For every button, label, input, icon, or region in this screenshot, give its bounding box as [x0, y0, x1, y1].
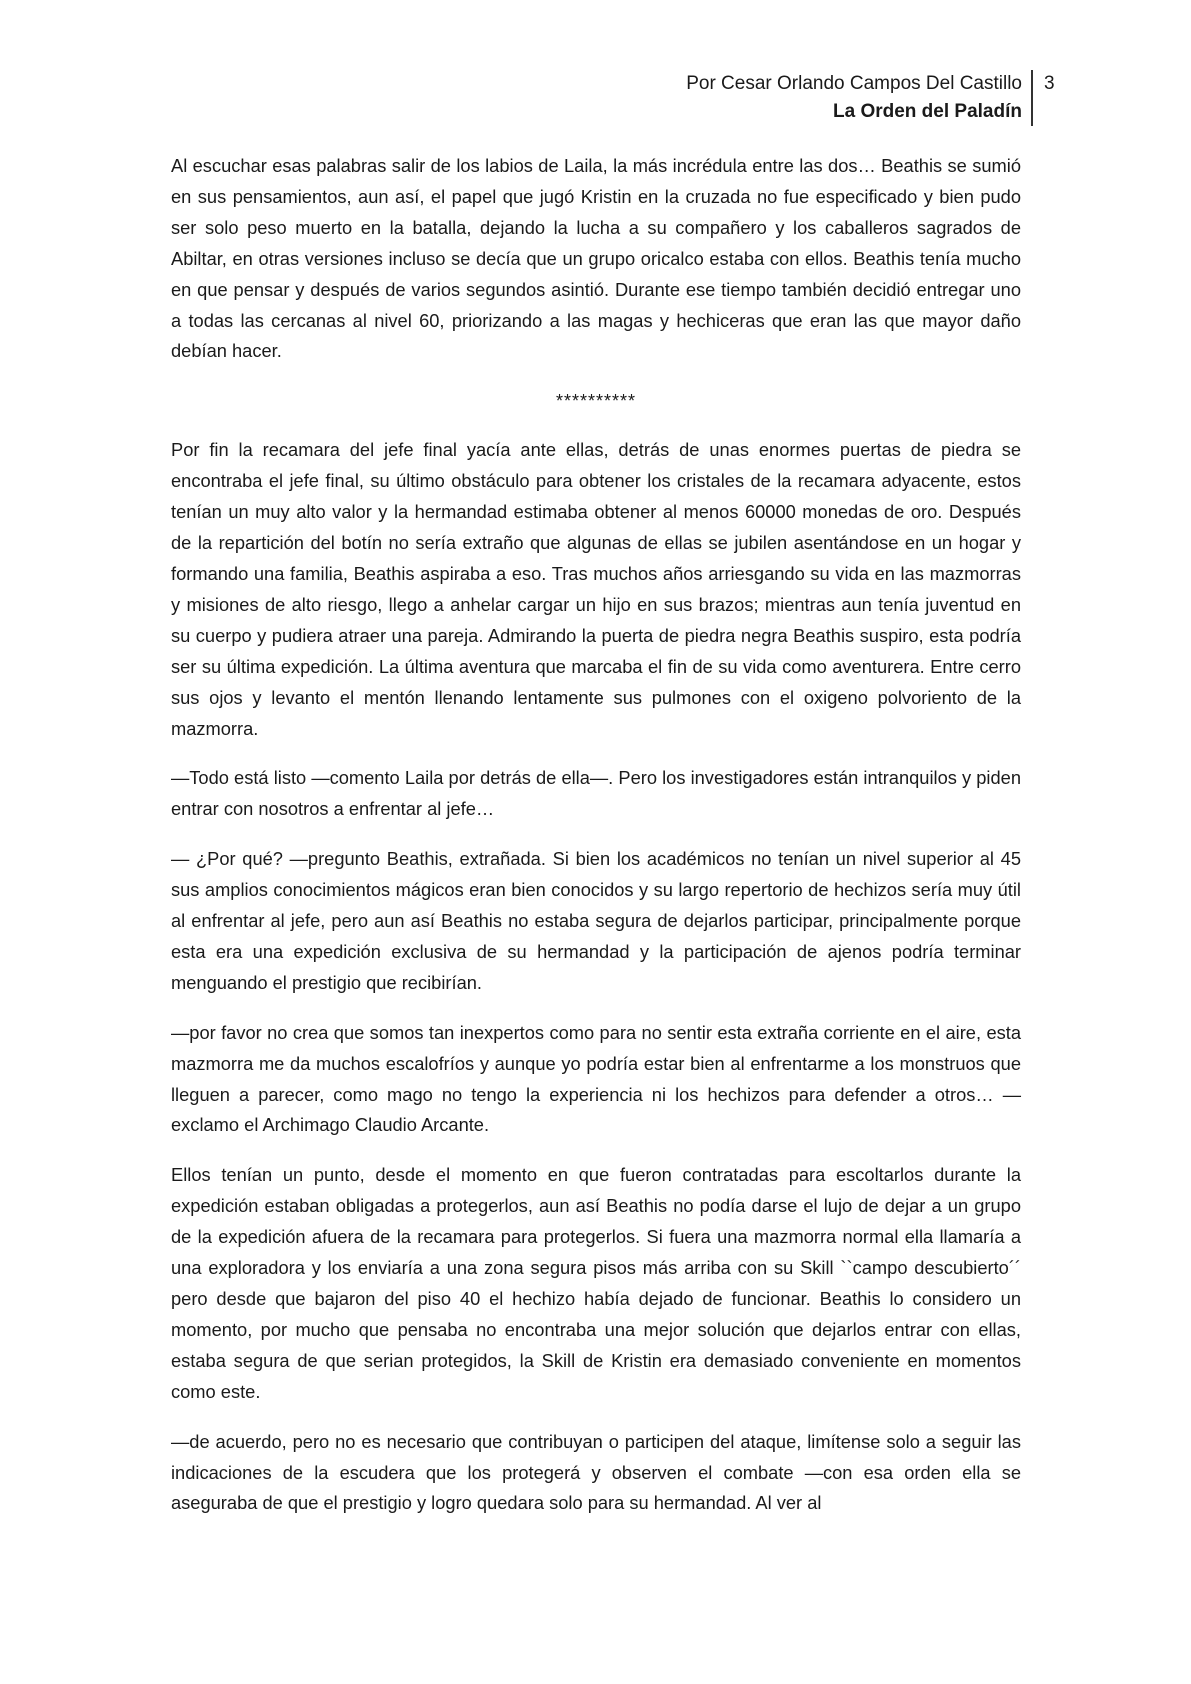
paragraph: Ellos tenían un punto, desde el momento en que fueron contratadas para escoltarlos durante la expedición estaban obligadas a protegerlos, aun así Beathis no podía darse el lujo de dejar a un grupo de la expedición afuera de la recamara para protegerlos. Si fuera una mazmorra normal ella llamaría a una exploradora y los enviaría a una zona segura pisos más arriba con su Skill ``campo descubierto´´ pero desde que bajaron del piso 40 el hechizo había dejado de funcionar. Beathis lo considero un momento, por mucho que pensaba no encontraba una mejor solución que dejarlos entrar con ellas, estaba segura de que serian protegidos, la Skill de Kristin era demasiado conveniente en momentos como este. [171, 1164, 1021, 1402]
paragraph: Por fin la recamara del jefe final yacía ante ellas, detrás de unas enormes puertas de piedra se encontraba el jefe final, su último obstáculo para obtener los cristales de la recamara adyacente, estos tenían un muy alto valor y la hermandad estimaba obtener al menos 60000 monedas de oro. Después de la repartición del botín no sería extraño que algunas de ellas se jubilen asentándose en un hogar y formando una familia, Beathis aspiraba a eso. Tras muchos años arriesgando su vida en las mazmorras y misiones de alto riesgo, llego a anhelar cargar un hijo en sus brazos; mientras aun tenía juventud en su cuerpo y pudiera atraer una pareja. Admirando la puerta de piedra negra Beathis suspiro, esta podría ser su última expedición. La última aventura que marcaba el fin de su vida como aventurera. Entre cerro sus ojos y levanto el mentón llenando lentamente sus pulmones con el oxigeno polvoriento de la mazmorra. [171, 439, 1021, 739]
paragraph: —por favor no crea que somos tan inexpertos como para no sentir esta extraña corriente en el aire, esta mazmorra me da muchos escalofríos y aunque yo podría estar bien al enfrentarme a los monstruos que lleguen a parecer, como mago no tengo la experiencia ni los hechizos para defender a otros… —exclamo el Archimago Claudio Arcante. [171, 1021, 1021, 1136]
section-separator: ********** [555, 391, 637, 412]
body-text [171, 151, 1021, 1538]
header-author: Por Cesar Orlando Campos Del Castillo [686, 73, 1022, 94]
page-header [0, 70, 1191, 126]
header-divider [1031, 70, 1033, 126]
paragraph: Al escuchar esas palabras salir de los labios de Laila, la más incrédula entre las dos… Beathis se sumió en sus pensamientos, aun así, el papel que jugó Kristin en la cruzada no fue especificado y bien pudo ser solo peso muerto en la batalla, dejando la lucha a su compañero y los caballeros sagrados de Abiltar, en otras versiones incluso se decía que un grupo oricalco estaba con ellos. Beathis tenía mucho en que pensar y después de varios segundos asintió. Durante ese tiempo también decidió entregar uno a todas las cercanas al nivel 60, priorizando a las magas y hechiceras que eran las que mayor daño debían hacer. [171, 155, 1021, 362]
header-book-title: La Orden del Paladín [833, 101, 1022, 122]
paragraph: —Todo está listo —comento Laila por detrás de ella—. Pero los investigadores están intranquilos y piden entrar con nosotros a enfrentar al jefe… [171, 767, 1021, 820]
header-text-block [686, 70, 1022, 126]
paragraph: — ¿Por qué? —pregunto Beathis, extrañada. Si bien los académicos no tenían un nivel superior al 45 sus amplios conocimientos mágicos eran bien conocidos y su largo repertorio de hechizos sería muy útil al enfrentar al jefe, pero aun así Beathis no estaba segura de dejarlos participar, principalmente porque esta era una expedición exclusiva de su hermandad y la participación de ajenos podría terminar menguando el prestigio que recibirían. [171, 848, 1021, 993]
paragraph: —de acuerdo, pero no es necesario que contribuyan o participen del ataque, limítense solo a seguir las indicaciones de la escudera que los protegerá y observen el combate —con esa orden ella se aseguraba de que el prestigio y logro quedara solo para su hermandad. Al ver al [171, 1430, 1021, 1514]
page-number: 3 [1044, 73, 1055, 94]
